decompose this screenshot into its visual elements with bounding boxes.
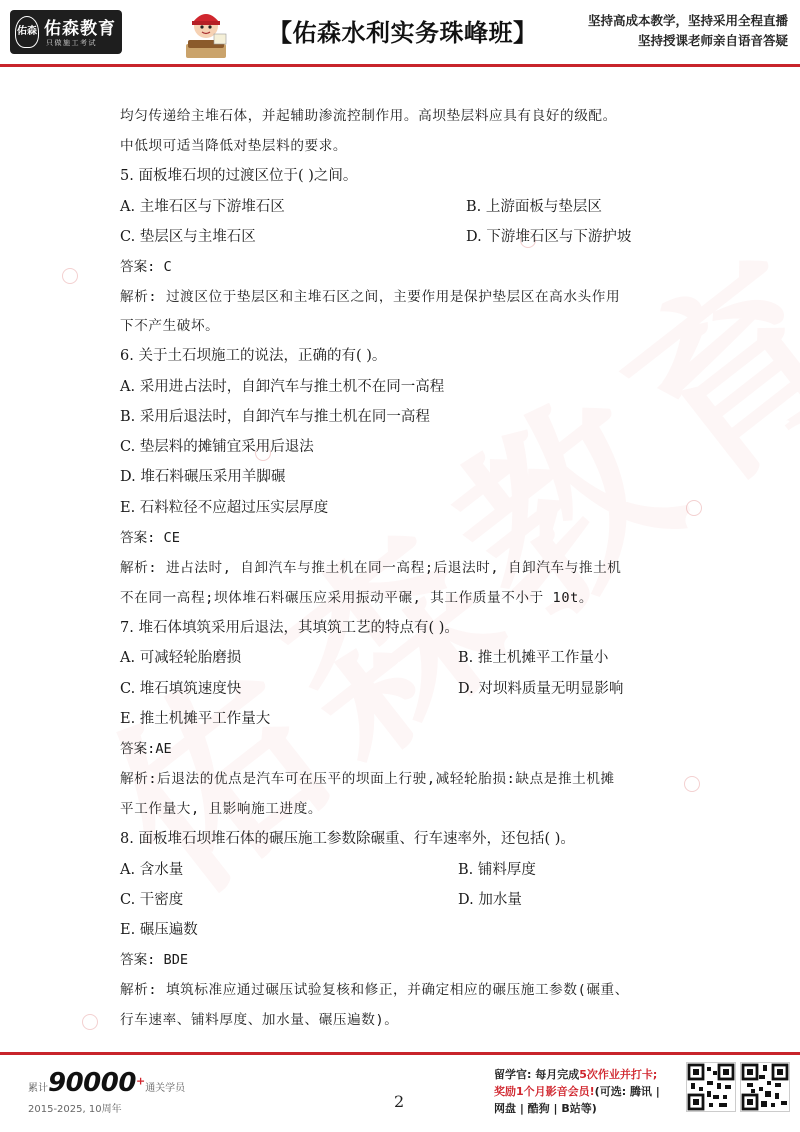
slogan-line-2: 坚持授课老师亲自语音答疑 [637,33,788,48]
question-8-option-e: E. 碾压遍数 [120,922,198,938]
header-slogans [588,11,788,51]
question-6-explanation-2: 不在同一高程;坝体堆石料碾压应采用振动平碾, 其工作质量不小于 10t。 [120,590,594,606]
question-5-explanation-1: 解析: 过渡区位于垫层区和主堆石区之间，主要作用是保护垫层区在高水头作用 [120,289,621,305]
watermark-stamp [684,776,703,792]
promo-line-3: 网盘 | 酷狗 | B站等) [494,1102,597,1115]
watermark-stamp [686,500,705,516]
logo-name: 佑森教育 [44,19,116,39]
question-6-answer: 答案: CE [120,530,180,546]
promo-line-2a: 奖励1个月影音会员! [494,1085,595,1098]
footer-divider [0,1052,800,1055]
student-count-badge [28,1068,185,1115]
question-6-option-e: E. 石料粒径不应超过压实层厚度 [120,500,329,516]
question-5-stem: 5. 面板堆石坝的过渡区位于( )之间。 [120,168,358,184]
question-7-option-d: D. 对坝料质量无明显影响 [458,681,624,697]
course-title: 【佑森水利实务珠峰班】 [268,19,538,47]
question-5-answer: 答案: C [120,259,172,275]
promo-line-2b: (可选: 腾讯 | [594,1085,660,1098]
logo-seal-icon: 佑森 [15,16,39,48]
header-divider [0,64,800,67]
intro-line-1: 均匀传递给主堆石体，并起辅助渗流控制作用。高坝垫层料应具有良好的级配。 [120,108,617,124]
logo-tagline: 只做施工考试 [46,39,97,47]
watermark-stamp [62,268,81,284]
qr-code-icon[interactable] [740,1062,790,1112]
passed-label: 通关学员 [145,1083,186,1094]
question-5-option-b: B. 上游面板与垫层区 [466,199,602,215]
question-8-option-b: B. 铺料厚度 [458,862,536,878]
mascot-illustration [178,4,234,62]
question-5-option-d: D. 下游堆石区与下游护坡 [466,229,632,245]
question-8-stem: 8. 面板堆石坝堆石体的碾压施工参数除碾重、行车速率外，还包括( )。 [120,831,575,847]
count-plus: + [135,1074,146,1088]
promo-text [494,1066,684,1117]
cumulative-label: 累计 [28,1083,48,1094]
question-7-answer: 答案:AE [120,741,172,757]
question-7-option-c: C. 堆石填筑速度快 [120,681,242,697]
question-8-option-a: A. 含水量 [120,862,184,878]
question-7-option-e: E. 推土机摊平工作量大 [120,711,271,727]
promo-line-1a: 留学官: 每月完成 [494,1068,580,1081]
question-6-explanation-1: 解析: 进占法时, 自卸汽车与推土机在同一高程;后退法时, 自卸汽车与推土机 [120,560,622,576]
promo-line-1b: 5次作业并打卡; [579,1068,658,1081]
brand-logo [10,10,122,54]
question-7-option-a: A. 可减轻轮胎磨损 [120,650,242,666]
watermark-stamp [82,1014,101,1030]
anniversary-years: 2015-2025, 10周年 [28,1104,122,1115]
question-5-explanation-2: 下不产生破坏。 [120,318,220,334]
question-7-stem: 7. 堆石体填筑采用后退法，其填筑工艺的特点有( )。 [120,620,459,636]
page-header [0,0,800,66]
question-5-option-c: C. 垫层区与主堆石区 [120,229,256,245]
question-8-option-d: D. 加水量 [458,892,522,908]
question-7-option-b: B. 推土机摊平工作量小 [458,650,609,666]
intro-line-2: 中低坝可适当降低对垫层料的要求。 [120,138,348,154]
question-6-stem: 6. 关于土石坝施工的说法，正确的有( )。 [120,348,387,364]
question-5-option-a: A. 主堆石区与下游堆石区 [120,199,285,215]
qr-code-icon[interactable] [686,1062,736,1112]
question-6-option-d: D. 堆石料碾压采用羊脚碾 [120,469,286,485]
question-7-explanation-2: 平工作量大, 且影响施工进度。 [120,801,323,817]
question-8-answer: 答案: BDE [120,952,189,968]
slogan-line-1: 坚持高成本教学，坚持采用全程直播 [587,13,788,28]
question-6-option-b: B. 采用后退法时，自卸汽车与推土机在同一高程 [120,409,430,425]
question-6-option-c: C. 垫层料的摊铺宜采用后退法 [120,439,314,455]
question-8-option-c: C. 干密度 [120,892,184,908]
question-7-explanation-1: 解析:后退法的优点是汽车可在压平的坝面上行驶,减轻轮胎损:缺点是推土机摊 [120,771,615,787]
question-6-option-a: A. 采用进占法时，自卸汽车与推土机不在同一高程 [120,379,445,395]
student-count: 90000 [48,1068,136,1098]
page-number: 2 [394,1092,405,1111]
question-8-explanation-2: 行车速率、铺料厚度、加水量、碾压遍数)。 [120,1012,399,1028]
question-8-explanation-1: 解析: 填筑标准应通过碾压试验复核和修正，并确定相应的碾压施工参数(碾重、 [120,982,629,998]
